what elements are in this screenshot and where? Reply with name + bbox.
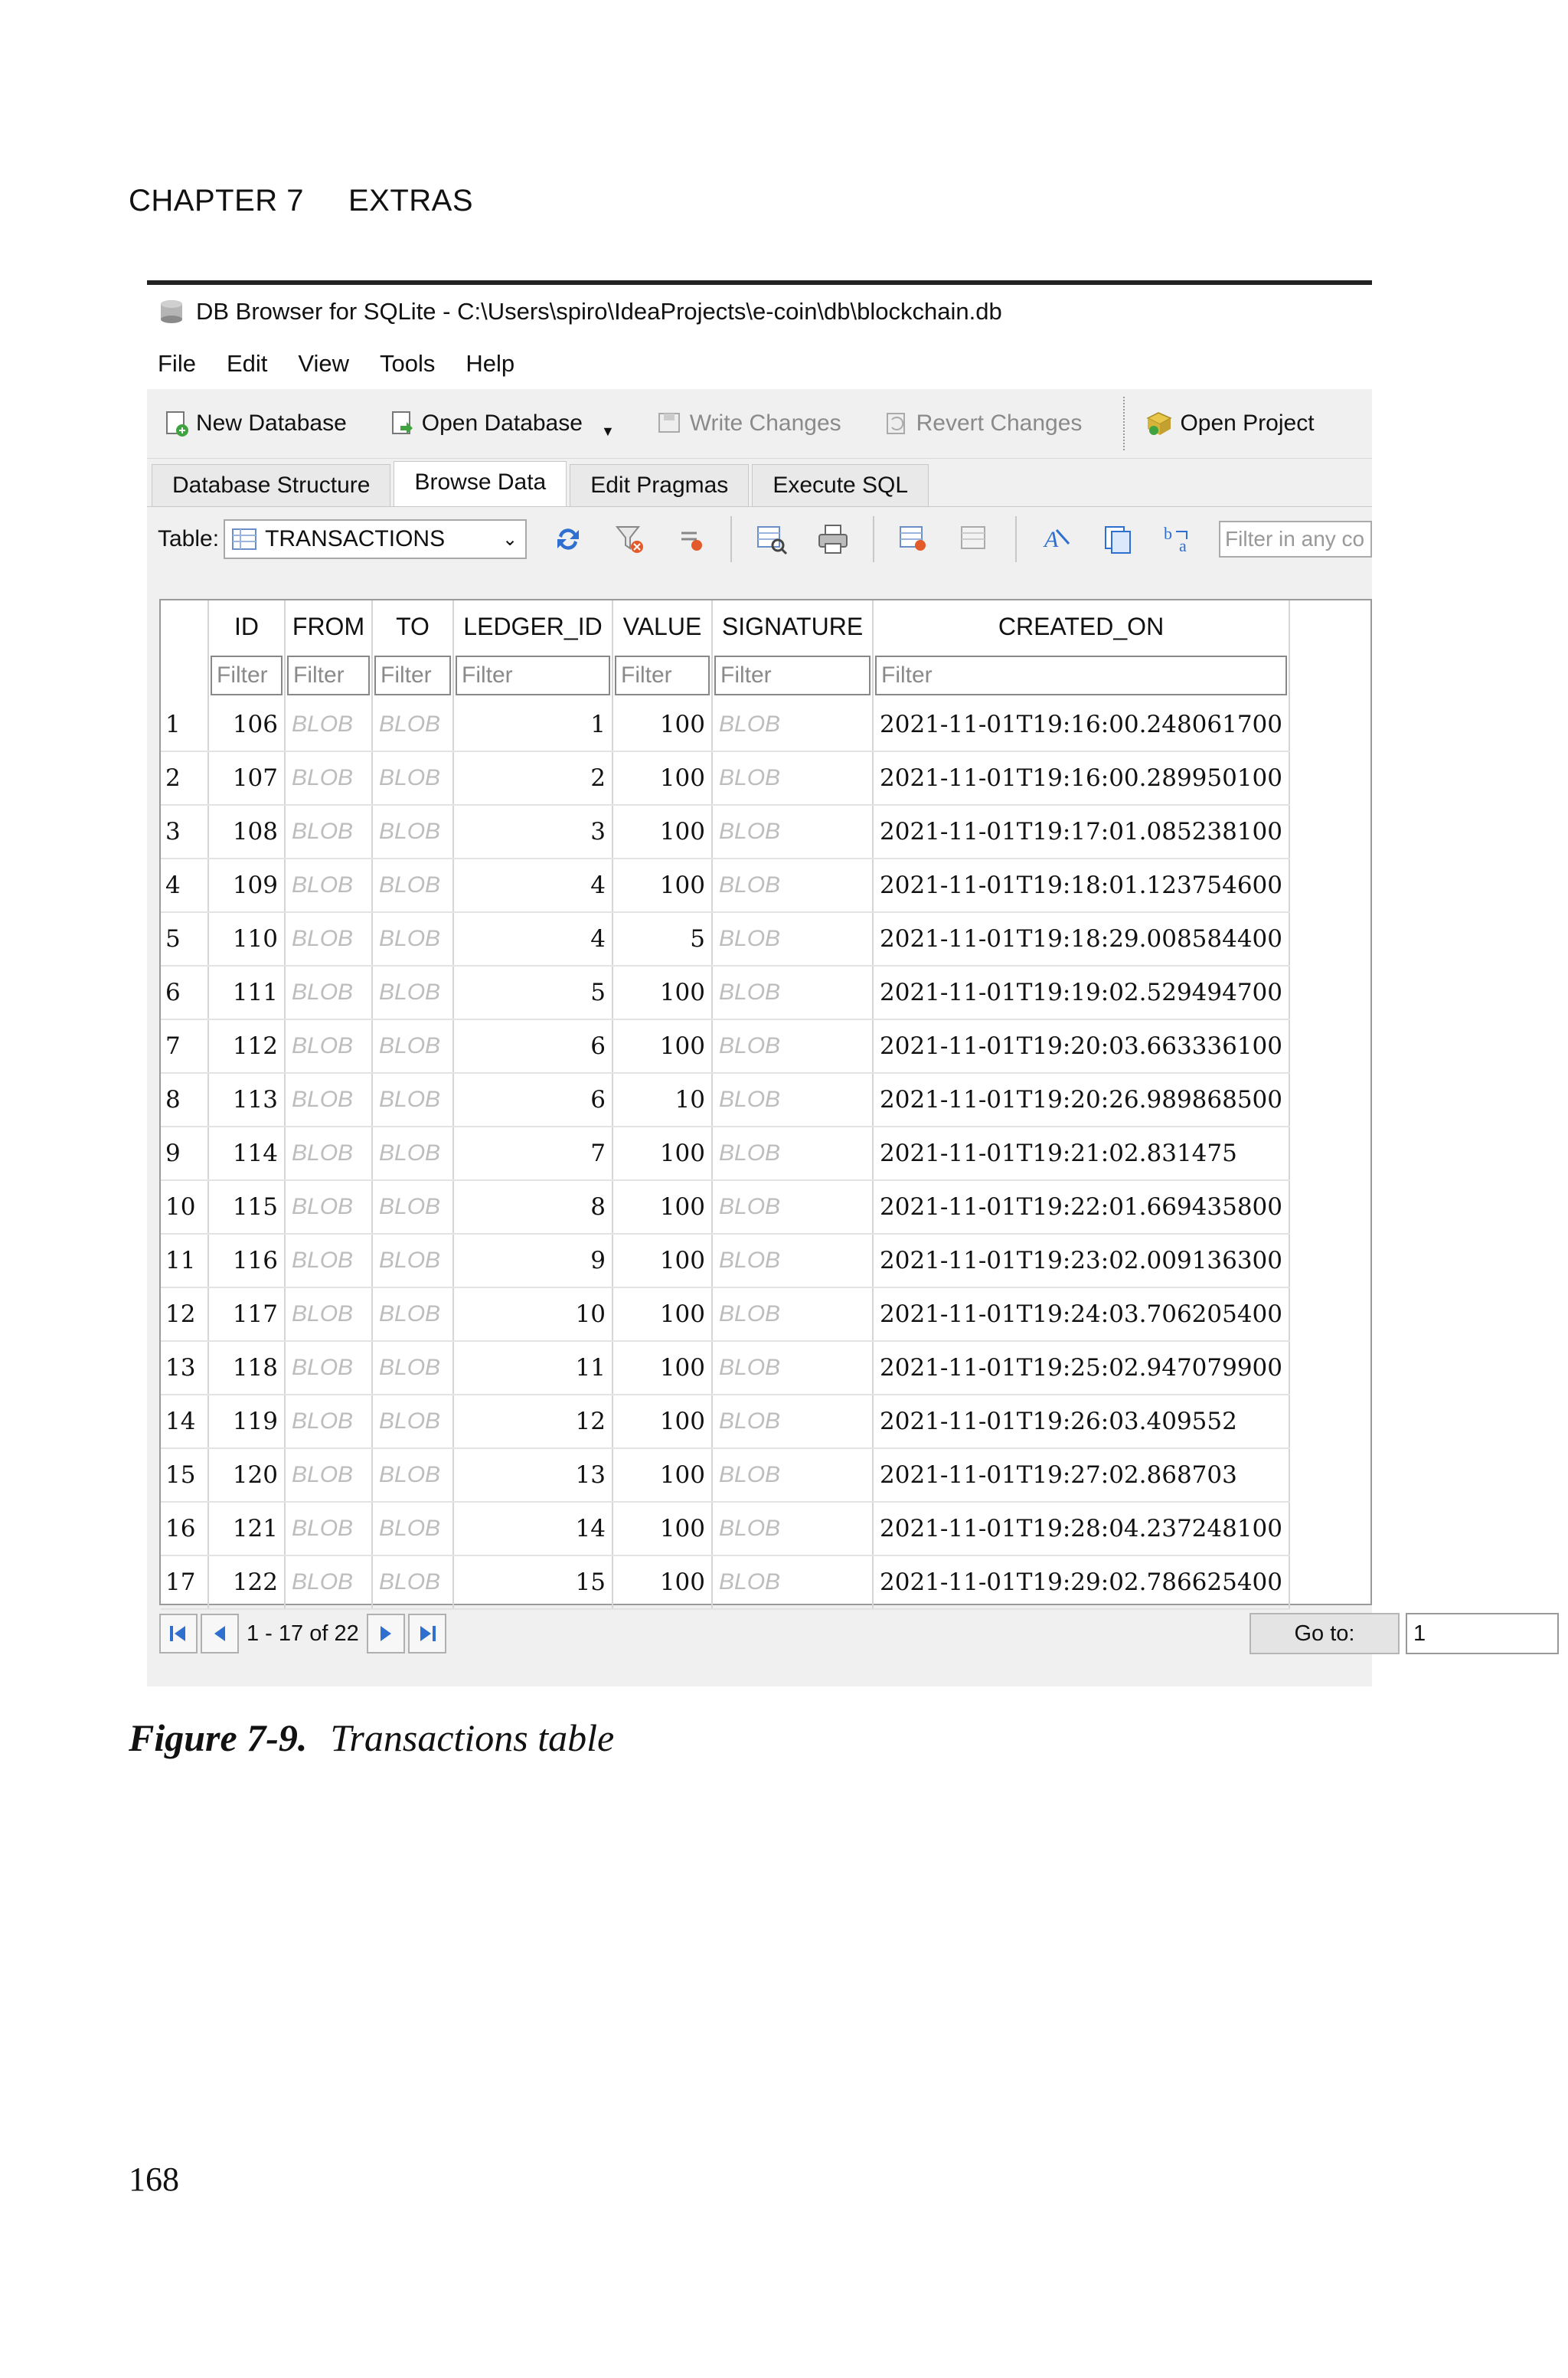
- toolbar-separator: [1123, 397, 1126, 450]
- cell-id[interactable]: 111: [208, 966, 285, 1019]
- running-head: [129, 184, 518, 218]
- filter-ledger-id-cell: [453, 653, 612, 698]
- filter-ledger-id-input[interactable]: Filter: [456, 656, 610, 695]
- filter-created-on-cell: [873, 653, 1289, 698]
- cell-to[interactable]: BLOB: [372, 1180, 453, 1234]
- cell-created-on[interactable]: 2021-11-01T19:18:29.008584400: [873, 912, 1289, 966]
- table-row[interactable]: [161, 698, 1289, 751]
- row-number[interactable]: 7: [161, 1019, 208, 1073]
- cell-value[interactable]: 100: [612, 1180, 712, 1234]
- cell-signature[interactable]: BLOB: [712, 1448, 873, 1502]
- row-number[interactable]: 8: [161, 1073, 208, 1127]
- cell-created-on[interactable]: 2021-11-01T19:19:02.529494700: [873, 966, 1289, 1019]
- cell-created-on[interactable]: 2021-11-01T19:16:00.289950100: [873, 751, 1289, 805]
- tab-database-structure[interactable]: Database Structure: [152, 464, 390, 506]
- table-row[interactable]: [161, 1073, 1289, 1127]
- cell-ledger-id[interactable]: 14: [453, 1502, 612, 1555]
- menu-edit[interactable]: Edit: [226, 350, 268, 377]
- cell-from[interactable]: BLOB: [285, 1555, 372, 1609]
- filter-id-cell: [208, 653, 285, 698]
- find-icon: [755, 522, 789, 556]
- cell-ledger-id[interactable]: 10: [453, 1287, 612, 1341]
- table-label: Table:: [158, 526, 220, 551]
- column-header-to[interactable]: TO: [372, 600, 453, 653]
- app-window: [147, 280, 1426, 1686]
- menu-view[interactable]: View: [298, 350, 350, 377]
- filter-row-spacer: [161, 653, 208, 698]
- cell-from[interactable]: BLOB: [285, 966, 372, 1019]
- cell-created-on[interactable]: 2021-11-01T19:26:03.409552: [873, 1395, 1289, 1448]
- last-page-button[interactable]: [408, 1614, 446, 1653]
- filter-to-input[interactable]: Filter: [374, 656, 451, 695]
- first-page-button[interactable]: [159, 1614, 198, 1653]
- write-changes-button[interactable]: [656, 409, 841, 438]
- cell-to[interactable]: BLOB: [372, 698, 453, 751]
- tab-execute-sql[interactable]: Execute SQL: [752, 464, 929, 506]
- row-number[interactable]: 16: [161, 1502, 208, 1555]
- cell-value[interactable]: 100: [612, 1448, 712, 1502]
- cell-signature[interactable]: BLOB: [712, 805, 873, 859]
- cell-id[interactable]: 122: [208, 1555, 285, 1609]
- cell-value[interactable]: 100: [612, 751, 712, 805]
- cell-value[interactable]: 5: [612, 912, 712, 966]
- filter-signature-input[interactable]: Filter: [714, 656, 871, 695]
- cell-id[interactable]: 118: [208, 1341, 285, 1395]
- figure-number: Figure 7-9.: [129, 1716, 308, 1759]
- cell-created-on[interactable]: 2021-11-01T19:24:03.706205400: [873, 1287, 1289, 1341]
- cell-to[interactable]: BLOB: [372, 912, 453, 966]
- table-row[interactable]: [161, 1555, 1289, 1609]
- cell-ledger-id[interactable]: 4: [453, 859, 612, 912]
- cell-to[interactable]: BLOB: [372, 1395, 453, 1448]
- table-row[interactable]: [161, 1019, 1289, 1073]
- revert-changes-button[interactable]: [883, 409, 1083, 438]
- cell-ledger-id[interactable]: 12: [453, 1395, 612, 1448]
- cell-id[interactable]: 121: [208, 1502, 285, 1555]
- column-header-created-on[interactable]: CREATED_ON: [873, 600, 1289, 653]
- new-record-icon: [897, 522, 931, 556]
- replace-icon: [1162, 522, 1196, 556]
- row-number[interactable]: 2: [161, 751, 208, 805]
- revert-changes-label: Revert Changes: [916, 411, 1083, 436]
- cell-ledger-id[interactable]: 15: [453, 1555, 612, 1609]
- copy-button[interactable]: [1096, 518, 1139, 561]
- last-page-icon: [416, 1622, 439, 1645]
- cell-to[interactable]: BLOB: [372, 1502, 453, 1555]
- cell-value[interactable]: 100: [612, 1555, 712, 1609]
- cell-from[interactable]: BLOB: [285, 1127, 372, 1180]
- clear-filters-icon: [612, 522, 646, 556]
- cell-signature[interactable]: BLOB: [712, 1502, 873, 1555]
- cell-id[interactable]: 119: [208, 1395, 285, 1448]
- cell-signature[interactable]: BLOB: [712, 966, 873, 1019]
- open-database-label: Open Database: [421, 411, 583, 436]
- cell-created-on[interactable]: 2021-11-01T19:16:00.248061700: [873, 698, 1289, 751]
- row-number-header: [161, 600, 208, 653]
- cell-from[interactable]: BLOB: [285, 1234, 372, 1287]
- cell-from[interactable]: BLOB: [285, 698, 372, 751]
- open-database-dropdown-icon[interactable]: ▼: [600, 423, 615, 439]
- cell-id[interactable]: 113: [208, 1073, 285, 1127]
- cell-created-on[interactable]: 2021-11-01T19:29:02.786625400: [873, 1555, 1289, 1609]
- open-project-label: Open Project: [1180, 411, 1315, 436]
- table-row[interactable]: [161, 1127, 1289, 1180]
- cell-id[interactable]: 109: [208, 859, 285, 912]
- svg-text:A: A: [1044, 527, 1059, 552]
- global-filter-input[interactable]: Filter in any co: [1219, 521, 1372, 558]
- table-row[interactable]: [161, 1180, 1289, 1234]
- page-number: 168: [129, 2160, 179, 2198]
- new-database-button[interactable]: [162, 409, 347, 438]
- cell-ledger-id[interactable]: 7: [453, 1127, 612, 1180]
- database-icon: [158, 298, 185, 325]
- cell-signature[interactable]: BLOB: [712, 1019, 873, 1073]
- cell-from[interactable]: BLOB: [285, 1287, 372, 1341]
- cell-id[interactable]: 110: [208, 912, 285, 966]
- cell-to[interactable]: BLOB: [372, 1019, 453, 1073]
- next-page-icon: [374, 1622, 397, 1645]
- table-row[interactable]: [161, 805, 1289, 859]
- table-row[interactable]: [161, 1395, 1289, 1448]
- table-row[interactable]: [161, 859, 1289, 912]
- cell-signature[interactable]: BLOB: [712, 1180, 873, 1234]
- table-select[interactable]: [224, 519, 527, 559]
- cell-ledger-id[interactable]: 4: [453, 912, 612, 966]
- new-database-label: New Database: [196, 411, 347, 436]
- cell-signature[interactable]: BLOB: [712, 1287, 873, 1341]
- cell-value[interactable]: 100: [612, 1395, 712, 1448]
- menu-file[interactable]: File: [158, 350, 196, 377]
- cell-to[interactable]: BLOB: [372, 966, 453, 1019]
- cell-to[interactable]: BLOB: [372, 1448, 453, 1502]
- cell-signature[interactable]: BLOB: [712, 859, 873, 912]
- cell-created-on[interactable]: 2021-11-01T19:21:02.831475: [873, 1127, 1289, 1180]
- tab-browse-data[interactable]: Browse Data: [394, 461, 567, 506]
- tab-edit-pragmas[interactable]: Edit Pragmas: [570, 464, 749, 506]
- cell-ledger-id[interactable]: 6: [453, 1019, 612, 1073]
- cell-created-on[interactable]: 2021-11-01T19:17:01.085238100: [873, 805, 1289, 859]
- find-button[interactable]: [750, 518, 793, 561]
- column-header-signature[interactable]: SIGNATURE: [712, 600, 873, 653]
- delete-record-icon: [959, 522, 992, 556]
- cell-created-on[interactable]: 2021-11-01T19:20:26.989868500: [873, 1073, 1289, 1127]
- print-icon: [816, 522, 850, 556]
- cell-value[interactable]: 100: [612, 1234, 712, 1287]
- write-changes-label: Write Changes: [689, 411, 841, 436]
- cell-to[interactable]: BLOB: [372, 1341, 453, 1395]
- cell-created-on[interactable]: 2021-11-01T19:25:02.947079900: [873, 1341, 1289, 1395]
- row-number[interactable]: 6: [161, 966, 208, 1019]
- cell-to[interactable]: BLOB: [372, 1287, 453, 1341]
- cell-ledger-id[interactable]: 8: [453, 1180, 612, 1234]
- open-project-icon: [1145, 409, 1175, 438]
- column-header-id[interactable]: ID: [208, 600, 285, 653]
- cell-ledger-id[interactable]: 13: [453, 1448, 612, 1502]
- cell-ledger-id[interactable]: 5: [453, 966, 612, 1019]
- filter-from-input[interactable]: Filter: [287, 656, 370, 695]
- cell-value[interactable]: 100: [612, 1341, 712, 1395]
- filter-to-cell: [372, 653, 453, 698]
- cell-ledger-id[interactable]: 2: [453, 751, 612, 805]
- cell-ledger-id[interactable]: 3: [453, 805, 612, 859]
- cell-id[interactable]: 107: [208, 751, 285, 805]
- next-page-button[interactable]: [367, 1614, 405, 1653]
- cell-value[interactable]: 100: [612, 859, 712, 912]
- clear-filters-button[interactable]: [608, 518, 651, 561]
- cell-to[interactable]: BLOB: [372, 751, 453, 805]
- row-number[interactable]: 12: [161, 1287, 208, 1341]
- filter-value-input[interactable]: Filter: [615, 656, 710, 695]
- cell-value[interactable]: 100: [612, 966, 712, 1019]
- section-label: EXTRAS: [348, 184, 474, 218]
- new-record-button[interactable]: [893, 518, 936, 561]
- cell-value[interactable]: 100: [612, 805, 712, 859]
- row-number[interactable]: 14: [161, 1395, 208, 1448]
- cell-value[interactable]: 100: [612, 1502, 712, 1555]
- column-header-from[interactable]: FROM: [285, 600, 372, 653]
- cell-signature[interactable]: BLOB: [712, 1395, 873, 1448]
- selected-table: TRANSACTIONS: [265, 526, 446, 551]
- menu-bar: [147, 339, 1372, 389]
- replace-button[interactable]: [1158, 518, 1200, 561]
- tab-bar: [147, 459, 1372, 507]
- go-to-input[interactable]: 1: [1406, 1613, 1559, 1654]
- cell-id[interactable]: 115: [208, 1180, 285, 1234]
- write-changes-icon: [656, 409, 685, 438]
- cell-value[interactable]: 100: [612, 1127, 712, 1180]
- cell-ledger-id[interactable]: 9: [453, 1234, 612, 1287]
- main-toolbar: [147, 389, 1372, 459]
- filter-value-cell: [612, 653, 712, 698]
- row-number[interactable]: 10: [161, 1180, 208, 1234]
- sort-button[interactable]: [669, 518, 712, 561]
- cell-to[interactable]: BLOB: [372, 1127, 453, 1180]
- open-project-button[interactable]: [1145, 409, 1314, 438]
- cell-id[interactable]: 106: [208, 698, 285, 751]
- svg-text:a: a: [1179, 536, 1187, 555]
- table-row[interactable]: [161, 1287, 1289, 1341]
- delete-record-button[interactable]: [954, 518, 997, 561]
- sort-icon: [674, 522, 707, 556]
- record-range: 1 - 17 of 22: [247, 1621, 359, 1646]
- cell-id[interactable]: 120: [208, 1448, 285, 1502]
- cell-created-on[interactable]: 2021-11-01T19:28:04.237248100: [873, 1502, 1289, 1555]
- cell-from[interactable]: BLOB: [285, 1395, 372, 1448]
- filter-from-cell: [285, 653, 372, 698]
- cell-ledger-id[interactable]: 6: [453, 1073, 612, 1127]
- cell-created-on[interactable]: 2021-11-01T19:18:01.123754600: [873, 859, 1289, 912]
- header-row: [161, 600, 1289, 653]
- cell-signature[interactable]: BLOB: [712, 698, 873, 751]
- go-to-button[interactable]: Go to:: [1250, 1613, 1400, 1654]
- cell-to[interactable]: BLOB: [372, 859, 453, 912]
- table-body: [161, 698, 1289, 1609]
- cell-id[interactable]: 116: [208, 1234, 285, 1287]
- chapter-label: CHAPTER 7: [129, 184, 304, 218]
- table-row[interactable]: [161, 1234, 1289, 1287]
- table-row[interactable]: [161, 966, 1289, 1019]
- cell-signature[interactable]: BLOB: [712, 1073, 873, 1127]
- title-bar: [147, 285, 1372, 339]
- row-number[interactable]: 4: [161, 859, 208, 912]
- table-row[interactable]: [161, 1502, 1289, 1555]
- cell-ledger-id[interactable]: 1: [453, 698, 612, 751]
- cell-from[interactable]: BLOB: [285, 1019, 372, 1073]
- filter-id-input[interactable]: Filter: [211, 656, 283, 695]
- new-database-icon: [162, 409, 191, 438]
- cell-to[interactable]: BLOB: [372, 1073, 453, 1127]
- cell-value[interactable]: 100: [612, 1287, 712, 1341]
- table-row[interactable]: [161, 1341, 1289, 1395]
- cell-signature[interactable]: BLOB: [712, 1555, 873, 1609]
- previous-page-icon: [208, 1622, 231, 1645]
- cell-from[interactable]: BLOB: [285, 805, 372, 859]
- first-page-icon: [167, 1622, 190, 1645]
- toolbar-separator: [1015, 516, 1017, 562]
- cell-created-on[interactable]: 2021-11-01T19:20:03.663336100: [873, 1019, 1289, 1073]
- previous-page-button[interactable]: [201, 1614, 239, 1653]
- copy-icon: [1101, 522, 1135, 556]
- cell-id[interactable]: 117: [208, 1287, 285, 1341]
- cell-from[interactable]: BLOB: [285, 1502, 372, 1555]
- record-navigation: [159, 1607, 1426, 1660]
- filter-signature-cell: [712, 653, 873, 698]
- column-header-ledger-id[interactable]: LEDGER_ID: [453, 600, 612, 653]
- row-number[interactable]: 5: [161, 912, 208, 966]
- cell-value[interactable]: 100: [612, 698, 712, 751]
- figure-title: Transactions table: [330, 1716, 615, 1759]
- cell-ledger-id[interactable]: 11: [453, 1341, 612, 1395]
- cell-signature[interactable]: BLOB: [712, 1341, 873, 1395]
- cell-id[interactable]: 112: [208, 1019, 285, 1073]
- cell-to[interactable]: BLOB: [372, 1555, 453, 1609]
- column-header-value[interactable]: VALUE: [612, 600, 712, 653]
- revert-changes-icon: [883, 409, 912, 438]
- svg-text:b: b: [1164, 524, 1173, 543]
- table-row[interactable]: [161, 751, 1289, 805]
- text-format-icon: [1040, 522, 1073, 556]
- cell-from[interactable]: BLOB: [285, 1341, 372, 1395]
- cell-id[interactable]: 114: [208, 1127, 285, 1180]
- cell-created-on[interactable]: 2021-11-01T19:27:02.868703: [873, 1448, 1289, 1502]
- refresh-button[interactable]: [547, 518, 590, 561]
- table-row[interactable]: [161, 1448, 1289, 1502]
- cell-signature[interactable]: BLOB: [712, 751, 873, 805]
- toolbar-separator: [730, 516, 732, 562]
- cell-to[interactable]: BLOB: [372, 805, 453, 859]
- refresh-icon: [551, 522, 585, 556]
- cell-id[interactable]: 108: [208, 805, 285, 859]
- row-number[interactable]: 3: [161, 805, 208, 859]
- open-database-button[interactable]: [388, 408, 615, 440]
- text-format-button[interactable]: [1035, 518, 1078, 561]
- row-number[interactable]: 9: [161, 1127, 208, 1180]
- browse-toolbar: [147, 507, 1372, 571]
- cell-from[interactable]: BLOB: [285, 912, 372, 966]
- filter-created-on-input[interactable]: Filter: [875, 656, 1287, 695]
- cell-created-on[interactable]: 2021-11-01T19:23:02.009136300: [873, 1234, 1289, 1287]
- cell-signature[interactable]: BLOB: [712, 912, 873, 966]
- cell-value[interactable]: 100: [612, 1019, 712, 1073]
- filter-row: [161, 653, 1289, 698]
- cell-from[interactable]: BLOB: [285, 751, 372, 805]
- row-number[interactable]: 11: [161, 1234, 208, 1287]
- cell-from[interactable]: BLOB: [285, 859, 372, 912]
- window-title: DB Browser for SQLite - C:\Users\spiro\IdeaProjects\e-coin\db\blockchain.db: [196, 298, 1002, 325]
- cell-to[interactable]: BLOB: [372, 1234, 453, 1287]
- cell-created-on[interactable]: 2021-11-01T19:22:01.669435800: [873, 1180, 1289, 1234]
- row-number[interactable]: 17: [161, 1555, 208, 1609]
- figure-caption: [129, 1716, 614, 1760]
- menu-help[interactable]: Help: [466, 350, 515, 377]
- cell-signature[interactable]: BLOB: [712, 1234, 873, 1287]
- cell-from[interactable]: BLOB: [285, 1448, 372, 1502]
- cell-value[interactable]: 10: [612, 1073, 712, 1127]
- cell-from[interactable]: BLOB: [285, 1073, 372, 1127]
- row-number[interactable]: 1: [161, 698, 208, 751]
- row-number[interactable]: 13: [161, 1341, 208, 1395]
- menu-tools[interactable]: Tools: [380, 350, 436, 377]
- print-button[interactable]: [812, 518, 854, 561]
- cell-signature[interactable]: BLOB: [712, 1127, 873, 1180]
- row-number[interactable]: 15: [161, 1448, 208, 1502]
- chevron-down-icon: ⌄: [501, 528, 518, 550]
- open-database-icon: [388, 409, 417, 438]
- transactions-table: [161, 600, 1290, 1610]
- data-grid: [159, 599, 1372, 1605]
- toolbar-separator: [873, 516, 874, 562]
- table-icon: [231, 528, 257, 551]
- cell-from[interactable]: BLOB: [285, 1180, 372, 1234]
- table-row[interactable]: [161, 912, 1289, 966]
